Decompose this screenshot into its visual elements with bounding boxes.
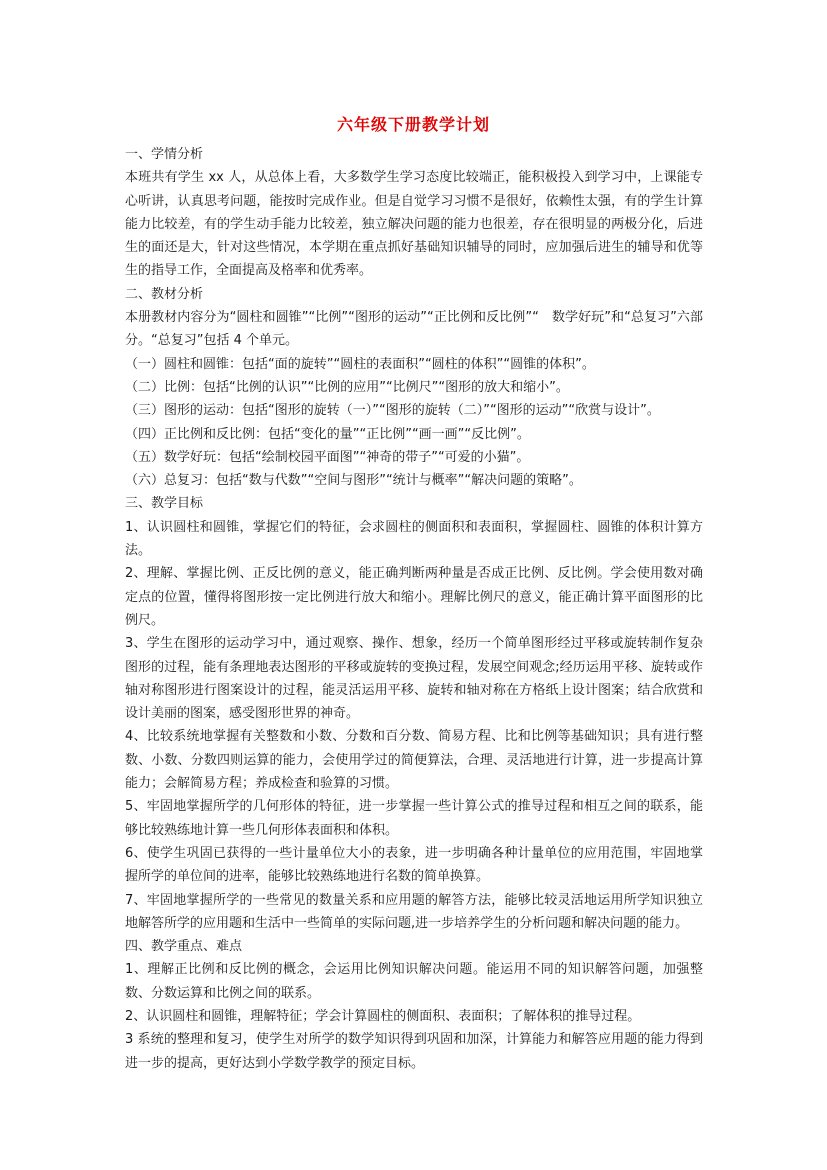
document-title: 六年级下册教学计划 <box>336 115 490 134</box>
paragraph: 2、认识圆柱和圆锥，理解特征；学会计算圆柱的侧面积、表面积；了解体积的推导过程。 <box>125 1008 641 1024</box>
paragraph: 本班共有学生 xx 人，从总体上看，大多数学生学习态度比较端正，能积极投入到学习中，上课能专心听讲，认真思考问题，能按时完成作业。但是自觉学习习惯不是很好，依赖性太强，有的学生计算能力比较差，有的学生动手能力比较差，独立解决问题的能力也很差，存在很明显的两极分化，后进生的面还是大，针对这些情况，本学期在重点抓好基础知识辅导的同时，应加强后进生的辅导和优等生的指导工作，全面提高及格率和优秀率。 <box>125 170 703 279</box>
paragraph: 6、使学生巩固已获得的一些计量单位大小的表象，进一步明确各种计量单位的应用范围，牢固地掌握所学的单位间的进率，能够比较熟练地进行名数的简单换算。 <box>125 845 703 885</box>
paragraph: （三）图形的运动：包括“图形的旋转（一）”“图形的旋转（二）”“图形的运动”“欣赏与设计”。 <box>125 403 660 419</box>
paragraph: 本册教材内容分为“圆柱和圆锥”“比例”“图形的运动”“正比例和反比例”“ 数学好玩”和“总复习”六部分。“总复习”包括 4 个单元。 <box>125 310 703 349</box>
paragraph: （二）比例：包括“比例的认识”“比例的应用”“比例尺”“图形的放大和缩小”。 <box>125 379 569 395</box>
section-heading-1: 一、学情分析 <box>125 147 204 162</box>
paragraph: 1、理解正比例和反比例的概念，会运用比例知识解决问题。能运用不同的知识解答问题，加强整数、分数运算和比例之间的联系。 <box>125 962 703 1001</box>
paragraph: （六）总复习：包括“数与代数”“空间与图形”“统计与概率”“解决问题的策略”。 <box>125 473 582 489</box>
paragraph: （五）数学好玩：包括“绘制校园平面图”“神奇的带子”“可爱的小猫”。 <box>125 449 530 465</box>
paragraph: 4、比较系统地掌握有关整数和小数、分数和百分数、简易方程、比和比例等基础知识；具有进行整数、小数、分数四则运算的能力，会使用学过的简便算法，合理、灵活地进行计算，进一步提高计算能力；会解简易方程；养成检查和验算的习惯。 <box>125 729 703 792</box>
paragraph: 1、认识圆柱和圆锥，掌握它们的特征，会求圆柱的侧面积和表面积，掌握圆柱、圆锥的体积计算方法。 <box>125 519 703 559</box>
paragraph: 3 系统的整理和复习，使学生对所学的数学知识得到巩固和加深，计算能力和解答应用题的能力得到进一步的提高，更好达到小学数学教学的预定目标。 <box>125 1032 703 1071</box>
paragraph: （四）正比例和反比例：包括“变化的量”“正比例”“画一画”“反比例”。 <box>125 426 530 442</box>
document-body <box>125 143 703 1075</box>
paragraph: （一）圆柱和圆锥：包括“面的旋转”“圆柱的表面积”“圆柱的体积”“圆锥的体积”。 <box>125 356 595 372</box>
paragraph: 2、理解、掌握比例、正反比例的意义，能正确判断两种量是否成正比例、反比例。学会使用数对确定点的位置，懂得将图形按一定比例进行放大和缩小。理解比例尺的意义，能正确计算平面图形的比例尺。 <box>125 566 703 628</box>
paragraph: 3、学生在图形的运动学习中，通过观察、操作、想象，经历一个简单图形经过平移或旋转制作复杂图形的过程，能有条理地表达图形的平移或旋转的变换过程，发展空间观念;经历运用平移、旋转或作轴对称图形进行图案设计的过程，能灵活运用平移、旋转和轴对称在方格纸上设计图案；结合欣赏和设计美丽的图案，感受图形世界的神奇。 <box>125 636 703 722</box>
section-heading-4: 四、教学重点、难点 <box>125 939 243 955</box>
paragraph: 5、牢固地掌握所学的几何形体的特征，进一步掌握一些计算公式的推导过程和相互之间的联系，能够比较熟练地计算一些几何形体表面积和体积。 <box>125 799 703 838</box>
paragraph: 7、牢固地掌握所学的一些常见的数量关系和应用题的解答方法，能够比较灵活地运用所学知识独立地解答所学的应用题和生活中一些简单的实际问题,进一步培养学生的分析问题和解决问题的能力。 <box>125 892 703 931</box>
section-heading-2: 二、教材分析 <box>125 286 204 302</box>
section-heading-3: 三、教学目标 <box>125 496 204 512</box>
